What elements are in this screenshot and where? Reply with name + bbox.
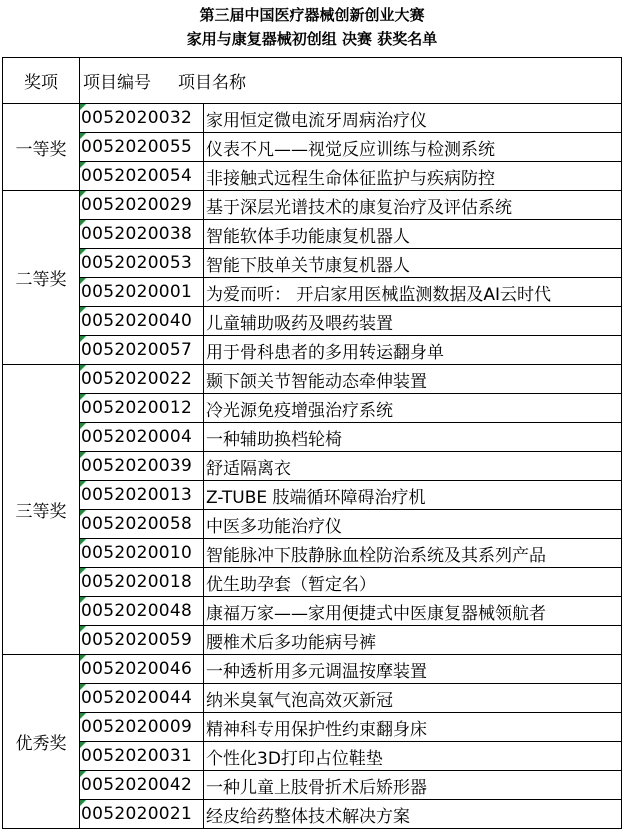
project-name: 一种辅助换档轮椅	[204, 423, 622, 452]
project-name: 经皮给药整体技术解决方案	[204, 800, 622, 829]
table-row	[3, 510, 622, 539]
project-code: 0052020022	[80, 365, 204, 394]
project-name: 仪表不凡——视觉反应训练与检测系统	[204, 133, 622, 162]
project-name: 个性化3D打印占位鞋垫	[204, 742, 622, 771]
table-row	[3, 655, 622, 684]
project-name: 中医多功能治疗仪	[204, 510, 622, 539]
title-line-2: 家用与康复器械初创组 决赛 获奖名单	[186, 30, 438, 48]
table-row	[3, 597, 622, 626]
project-name: 为爱而听： 开启家用医械监测数据及AI云时代	[204, 278, 622, 307]
project-code: 0052020009	[80, 713, 204, 742]
table-row	[3, 626, 622, 655]
title-line-1: 第三届中国医疗器械创新创业大赛	[199, 6, 425, 24]
project-name: 优生助孕套（暂定名）	[204, 568, 622, 597]
project-code: 0052020054	[80, 162, 204, 191]
project-code: 0052020048	[80, 597, 204, 626]
table-row	[3, 800, 622, 829]
project-code: 0052020010	[80, 539, 204, 568]
project-code: 0052020057	[80, 336, 204, 365]
project-code: 0052020032	[80, 104, 204, 133]
project-name: 智能软体手功能康复机器人	[204, 220, 622, 249]
project-code: 0052020055	[80, 133, 204, 162]
table-row	[3, 568, 622, 597]
project-code: 0052020018	[80, 568, 204, 597]
table-row	[3, 742, 622, 771]
table-row	[3, 336, 622, 365]
table-row	[3, 220, 622, 249]
table-row	[3, 771, 622, 800]
table-row	[3, 249, 622, 278]
project-name: 舒适隔离衣	[204, 452, 622, 481]
header-name: 项目名称	[178, 73, 247, 93]
header-award: 奖项	[3, 58, 80, 104]
header-code-name	[80, 58, 622, 104]
project-code: 0052020031	[80, 742, 204, 771]
project-code: 0052020040	[80, 307, 204, 336]
project-name: 非接触式远程生命体征监护与疾病防控	[204, 162, 622, 191]
project-code: 0052020042	[80, 771, 204, 800]
project-name: 智能脉冲下肢静脉血栓防治系统及其系列产品	[204, 539, 622, 568]
table-row	[3, 307, 622, 336]
project-name: 用于骨科患者的多用转运翻身单	[204, 336, 622, 365]
award-level: 三等奖	[3, 365, 80, 655]
table-row	[3, 394, 622, 423]
project-code: 0052020038	[80, 220, 204, 249]
project-name: 儿童辅助吸药及喂药装置	[204, 307, 622, 336]
header-code: 项目编号	[83, 73, 151, 93]
project-code: 0052020004	[80, 423, 204, 452]
project-name: 一种儿童上肢骨折术后矫形器	[204, 771, 622, 800]
project-name: 精神科专用保护性约束翻身床	[204, 713, 622, 742]
project-name: 冷光源免疫增强治疗系统	[204, 394, 622, 423]
project-name: 康福万家——家用便捷式中医康复器械领航者	[204, 597, 622, 626]
project-name: 腰椎术后多功能病号裤	[204, 626, 622, 655]
project-code: 0052020046	[80, 655, 204, 684]
project-code: 0052020044	[80, 684, 204, 713]
award-level: 二等奖	[3, 191, 80, 365]
table-header-row	[3, 58, 622, 104]
table-row	[3, 423, 622, 452]
project-code: 0052020013	[80, 481, 204, 510]
table-row	[3, 684, 622, 713]
project-name: 智能下肢单关节康复机器人	[204, 249, 622, 278]
project-code: 0052020058	[80, 510, 204, 539]
project-code: 0052020039	[80, 452, 204, 481]
project-name: 基于深层光谱技术的康复治疗及评估系统	[204, 191, 622, 220]
award-level: 一等奖	[3, 104, 80, 191]
table-row	[3, 539, 622, 568]
award-table-body	[3, 58, 622, 829]
award-table	[2, 57, 622, 829]
project-name: 颞下颌关节智能动态牵伸装置	[204, 365, 622, 394]
project-name: 纳米臭氧气泡高效灭新冠	[204, 684, 622, 713]
project-name: Z-TUBE 肢端循环障碍治疗机	[204, 481, 622, 510]
table-row	[3, 713, 622, 742]
project-code: 0052020059	[80, 626, 204, 655]
project-code: 0052020053	[80, 249, 204, 278]
project-code: 0052020029	[80, 191, 204, 220]
table-row	[3, 104, 622, 133]
table-row	[3, 191, 622, 220]
table-row	[3, 162, 622, 191]
document-title	[0, 3, 624, 51]
project-name: 一种透析用多元调温按摩装置	[204, 655, 622, 684]
table-row	[3, 278, 622, 307]
table-row	[3, 481, 622, 510]
table-row	[3, 365, 622, 394]
award-level: 优秀奖	[3, 655, 80, 829]
project-name: 家用恒定微电流牙周病治疗仪	[204, 104, 622, 133]
project-code: 0052020012	[80, 394, 204, 423]
project-code: 0052020001	[80, 278, 204, 307]
project-code: 0052020021	[80, 800, 204, 829]
table-row	[3, 452, 622, 481]
table-row	[3, 133, 622, 162]
